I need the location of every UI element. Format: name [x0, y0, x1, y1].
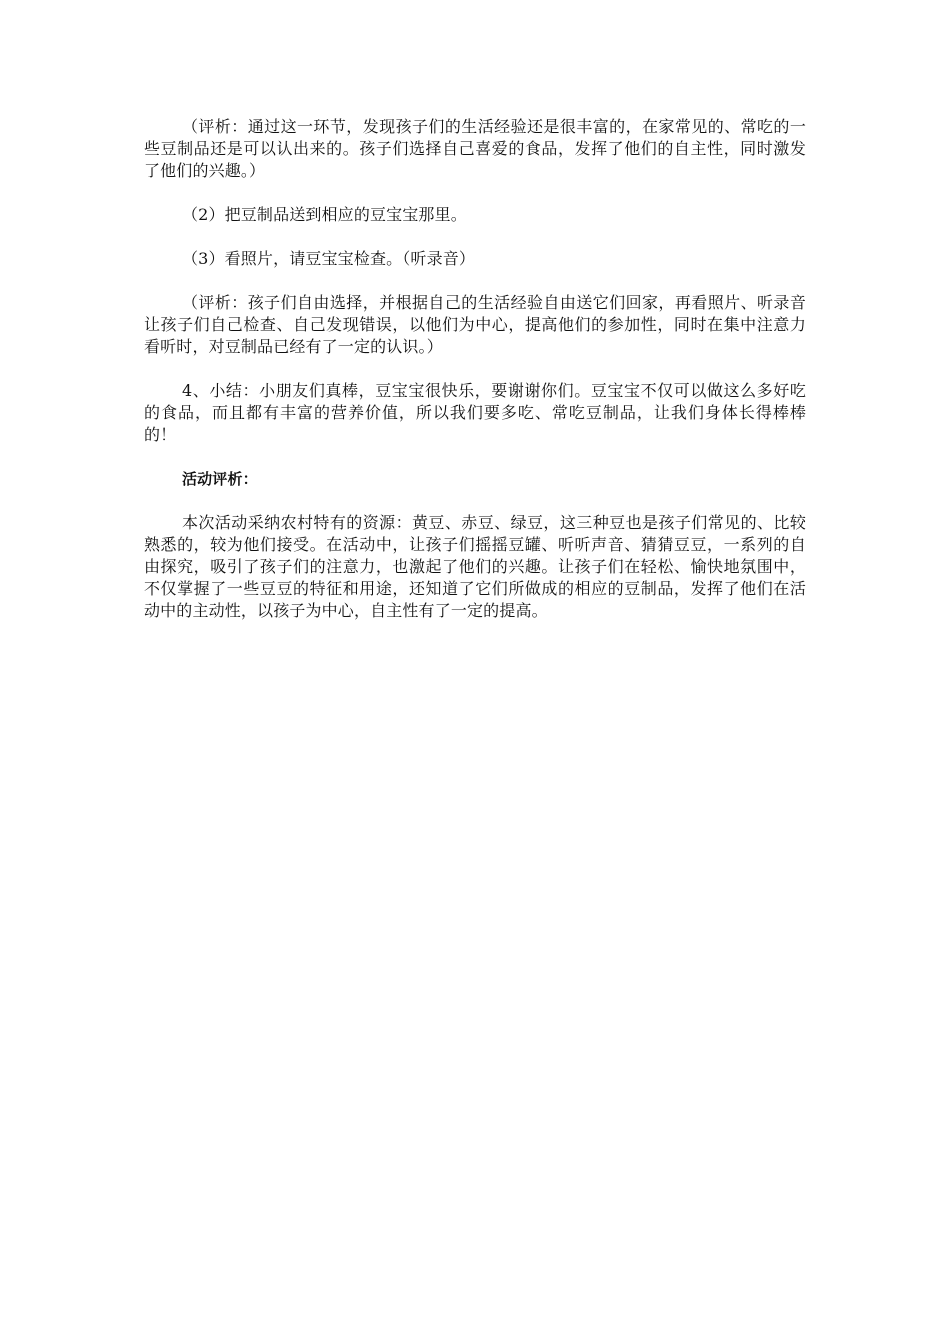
activity-review-heading: 活动评析：	[182, 470, 258, 488]
step-3-paragraph: （3）看照片，请豆宝宝检查。（听录音）	[182, 249, 476, 268]
summary-step-paragraph: 4、小结：小朋友们真棒，豆宝宝很快乐，要谢谢你们。豆宝宝不仅可以做这么多好吃的食品，而且都有丰富的营养价值，所以我们要多吃、常吃豆制品，让我们身体长得棒棒的！	[144, 381, 806, 444]
commentary-paragraph-2: （评析：孩子们自由选择，并根据自己的生活经验自由送它们回家，再看照片、听录音让孩子们自己检查、自己发现错误，以他们为中心，提高他们的参加性，同时在集中注意力看听时，对豆制品已经有了一定的认识。）	[144, 293, 806, 356]
commentary-paragraph-1: （评析：通过这一环节，发现孩子们的生活经验还是很丰富的，在家常见的、常吃的一些豆制品还是可以认出来的。孩子们选择自己喜爱的食品，发挥了他们的自主性，同时激发了他们的兴趣。）	[144, 117, 806, 180]
document-body	[144, 116, 806, 644]
activity-review-paragraph: 本次活动采纳农村特有的资源：黄豆、赤豆、绿豆，这三种豆也是孩子们常见的、比较熟悉的，较为他们接受。在活动中，让孩子们摇摇豆罐、听听声音、猜猜豆豆，一系列的自由探究，吸引了孩子们的注意力，也激起了他们的兴趣。让孩子们在轻松、愉快地氛围中，不仅掌握了一些豆豆的特征和用途，还知道了它们所做成的相应的豆制品，发挥了他们在活动中的主动性，以孩子为中心，自主性有了一定的提高。	[144, 513, 806, 620]
step-2-paragraph: （2）把豆制品送到相应的豆宝宝那里。	[182, 205, 467, 224]
